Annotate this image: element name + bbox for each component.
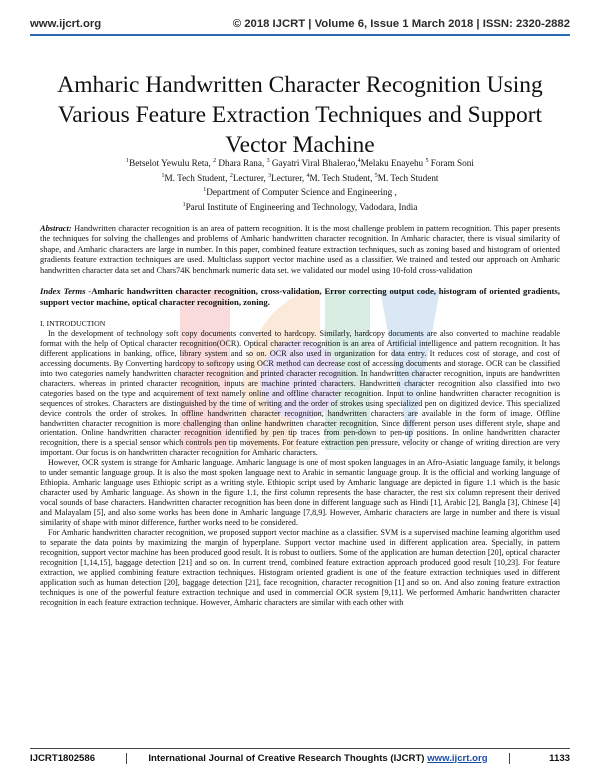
index-terms bbox=[40, 286, 560, 308]
footer-divider bbox=[30, 748, 570, 749]
page-number: 1133 bbox=[509, 753, 570, 764]
paragraph: However, OCR system is strange for Amharic language. Amharic language is one of most spoken languages in an Afro-Asiatic language family, it belongs to under semantic language group. It is also the most spoken language next to Arabic in semantic language group. It is the official and working language of Ethiopia. Amharic language uses Ethiopic script as a writing style. Ethiopic script used by Amharic language are depicted in figure 1.1 which is the basic character used by Amharic language. As shown in the figure 1.1, the first column represents the base character, the rest six column represent their derived vocal sounds of base characters. Handwritten character recognition has been done in different language such as Hindi [1], Arabic [2], Bangla [3], Chinese [4] and Malayalam [5], and also some works has been done in Amharic language [7,8,9]. However, Amharic characters are large in number and there is visual similarity of shape with minor difference, further works need to be considered. bbox=[40, 458, 560, 528]
page-header bbox=[30, 15, 570, 33]
paper-title: Amharic Handwritten Character Recognition Using Various Feature Extraction Techniques and Support Vector Machine bbox=[57, 71, 543, 158]
author-roles: $^1$M. Tech Student, $^2$Lecturer, $^3$Lecturer, $^4$M. Tech Student, $^5$M. Tech Student bbox=[161, 172, 439, 183]
footer-journal: International Journal of Creative Research Thoughts (IJCRT) www.ijcrt.org bbox=[148, 752, 488, 764]
index-terms-text: Amharic handwritten character recognition, cross-validation, Error correcting output code, histogram of oriented gradients, support vector machine, optical character recognition, zoning. bbox=[40, 286, 560, 307]
body-text bbox=[40, 319, 560, 608]
author-department: $^1$Department of Computer Science and Engineering , bbox=[203, 187, 397, 198]
author-institute: $^1$Parul Institute of Engineering and Technology, Vadodara, India bbox=[182, 201, 418, 213]
section-heading: I. INTRODUCTION bbox=[40, 319, 106, 328]
header-site[interactable]: www.ijcrt.org bbox=[30, 18, 102, 30]
page-footer bbox=[30, 750, 570, 766]
header-divider bbox=[30, 34, 570, 36]
paper-id: IJCRT1802586 bbox=[30, 753, 127, 764]
abstract-label: Abstract: bbox=[40, 224, 72, 233]
header-journal-info: © 2018 IJCRT | Volume 6, Issue 1 March 2018 | ISSN: 2320-2882 bbox=[232, 18, 570, 30]
index-terms-label: Index Terms - bbox=[40, 286, 92, 296]
author-block bbox=[40, 155, 560, 214]
author-names: $^1$Betselot Yewulu Reta, $^2$ Dhara Rana, $^3$ Gayatri Viral Bhalerao,$^4$Melaku Enayehu $^5$ Foram Soni bbox=[126, 158, 474, 169]
abstract bbox=[40, 224, 560, 276]
paragraph: In the development of technology soft copy documents converted to hardcopy. Similarly, hardcopy documents are also converted to machine readable format with the help of Optical character recognition(OCR). Optical character recognition is an area of Artificial intelligence and pattern recognition. It has different applications in banking, office, library system and so on. OCR also used in organization for data entry. It reduces cost of storage, and cost of accessing documents. By Converting hardcopy to softcopy using OCR method can decrease cost of accessing documents and storage. OCR can be classified into two categories namely handwritten character recognition and printed character recognition. In handwritten character recognition, inputs are handwritten characters. whereas in printed character recognition, inputs are machine printed characters. Handwritten character recognition also classified into two categories based on the type and acquirement of text namely online and offline character recognition. Input to online handwritten character recognition is sequences of strokes. Characters are distinguished by the time of writing and the order of strokes using specialized pen on digitized device. This specialized device controls the order of strokes. In offline handwritten character recognition, handwritten characters are available in the form of image. Offline handwritten character recognition is more challenging than online handwritten character recognition. Since different person uses different style, shape and orientation. Online handwritten character recognition identified by pen tip traces from pen-down to pen-up positions. In online handwritten character recognition, there is a special sensor which controls pen tip movements. For feature extraction pen pressure, velocity or change of writing direction are very important. Our focus is on handwritten character recognition for Amharic characters. bbox=[40, 328, 560, 458]
paragraph: For Amharic handwritten character recognition, we proposed support vector machine as a classifier. SVM is a supervised machine learning algorithm used to separate the data points by maximizing the margin of hyperplane. Support vector machine used in different application area. Specially, in pattern recognition, support vector machine has been produced good result. It is robust to outliers. Some of the application are human detection [20], optical character recognition [1,14,15], baggage detection [21] and so on. In current trend, combined feature extraction approach produced good result [10,23]. For feature extraction, we applied combining feature extraction techniques. Histogram oriented gradient is one of the feature extraction techniques used in different application such as human detection [20], baggage detection [21], face recognition, character recognition [1] and so on. And also zoning feature extraction techniques is one of the powerful feature extraction technique and used in commercial OCR system [9,11]. We performed Amharic handwritten character recognition in each feature extraction technique. However, Amharic characters are similar with each other with bbox=[40, 528, 560, 607]
footer-site-link[interactable]: www.ijcrt.org bbox=[427, 752, 488, 764]
abstract-text: Handwritten character recognition is an area of pattern recognition. It is the most challenge problem in pattern recognition. This paper presents the techniques for solving the challenges and problems of Amharic handwritten character recognition. In Amharic character, there is visual similarity of shape, and Amharic characters are large in number. In this paper, combined feature extraction techniques, such as zoning based and histogram of oriented gradients feature extraction techniques are used. Multiclass support vector machine used as a classifier. We trained and tested our approach on Amharic handwritten character data set and Chars74K benchmark numeric data set. we validated our model using 10-fold cross-validation bbox=[40, 224, 560, 275]
